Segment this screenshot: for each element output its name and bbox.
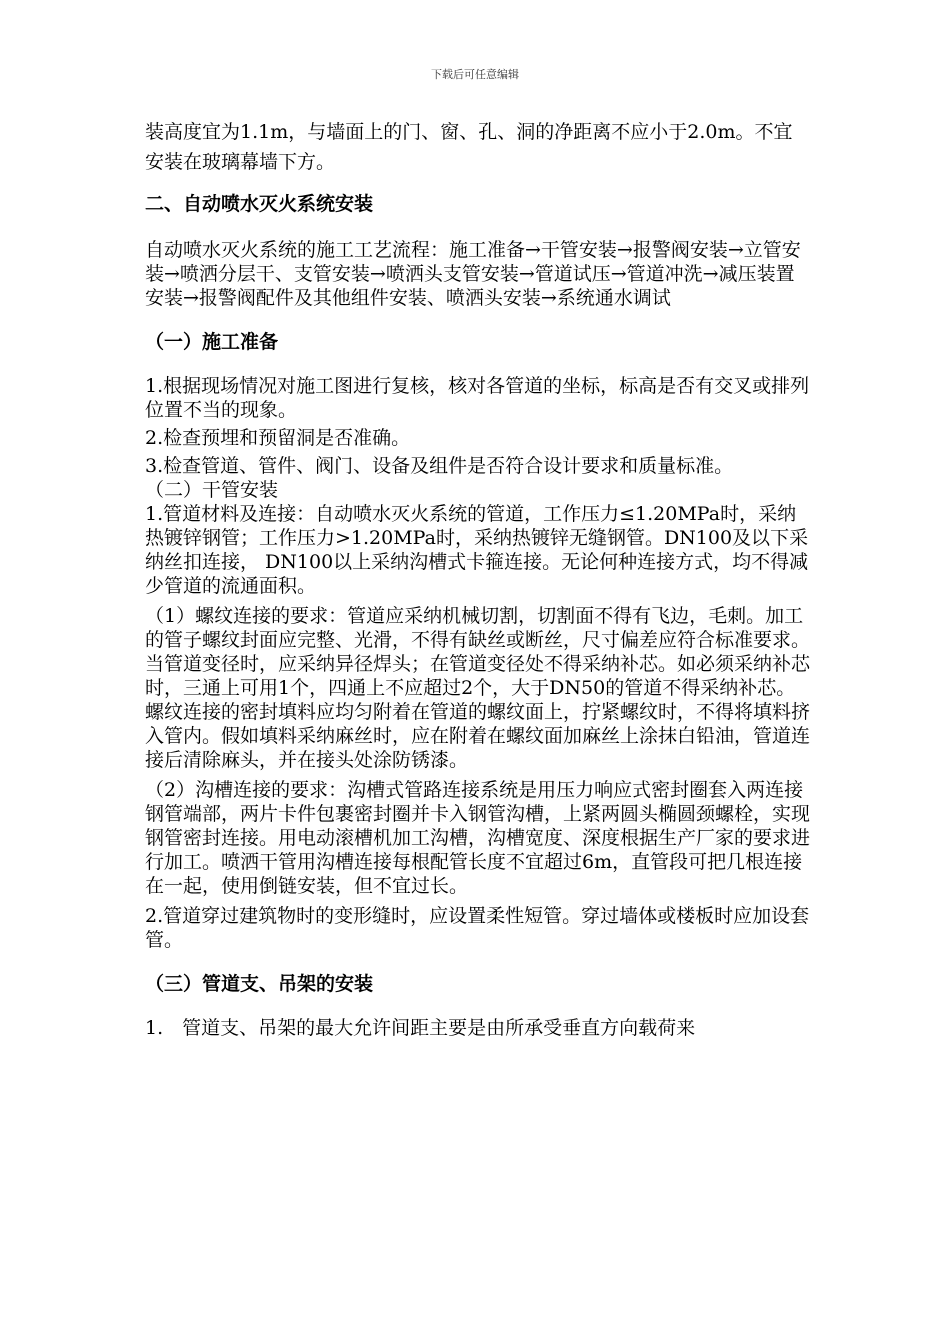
paragraph: 1.根据现场情况对施工图进行复核，核对各管道的坐标，标高是否有交叉或排列位置不当的现象。 xyxy=(145,375,810,421)
subsection-heading: （一）施工准备 xyxy=(145,331,279,353)
subsection-heading: （三）管道支、吊架的安装 xyxy=(145,973,374,995)
page-header: 下载后可任意编辑 xyxy=(431,68,519,81)
paragraph: 1.管道材料及连接：自动喷水灭火系统的管道，工作压力≤1.20MPa时，采纳热镀锌钢管；工作压力>1.20MPa时，采纳热镀锌无缝钢管。DN100及以下采纳丝扣连接， DN100以上采纳沟槽式卡箍连接。无论何种连接方式，均不得减少管道的流通面积。 xyxy=(145,503,809,597)
subsection-heading: （二）干管安装 xyxy=(145,479,279,501)
section-heading: 二、自动喷水灭火系统安装 xyxy=(145,193,374,215)
paragraph: （1）螺纹连接的要求：管道应采纳机械切割，切割面不得有飞边，毛刺。加工的管子螺纹封面应完整、光滑，不得有缺丝或断丝，尺寸偏差应符合标准要求。当管道变径时，应采纳异径焊头；在管道变径处不得采纳补芯。如必须采纳补芯时，三通上可用1个，四通上不应超过2个，大于DN50的管道不得采纳补芯。螺纹连接的密封填料应均匀附着在管道的螺纹面上，拧紧螺纹时，不得将填料挤入管内。假如填料采纳麻丝时，应在附着在螺纹面加麻丝上涂抹白铅油，管道连接后清除麻头，并在接头处涂防锈漆。 xyxy=(145,605,811,771)
paragraph: （2）沟槽连接的要求：沟槽式管路连接系统是用压力响应式密封圈套入两连接钢管端部，两片卡件包裹密封圈并卡入钢管沟槽，上紧两圆头椭圆颈螺栓，实现钢管密封连接。用电动滚槽机加工沟槽，沟槽宽度、深度根据生产厂家的要求进行加工。喷洒干管用沟槽连接每根配管长度不宜超过6m，直管段可把几根连接在一起，使用倒链安装，但不宜过长。 xyxy=(145,779,811,897)
paragraph: 1. 管道支、吊架的最大允许间距主要是由所承受垂直方向载荷来 xyxy=(145,1017,696,1039)
paragraph: 2.管道穿过建筑物时的变形缝时，应设置柔性短管。穿过墙体或楼板时应加设套管。 xyxy=(145,905,810,951)
document-body xyxy=(145,120,810,1040)
paragraph: 装高度宜为1.1m，与墙面上的门、窗、孔、洞的净距离不应小于2.0m。不宜 xyxy=(145,121,793,143)
paragraph: 3.检查管道、管件、阀门、设备及组件是否符合设计要求和质量标准。 xyxy=(145,455,734,477)
paragraph: 2.检查预埋和预留洞是否准确。 xyxy=(145,427,411,449)
paragraph: 自动喷水灭火系统的施工工艺流程：施工准备→干管安装→报警阀安装→立管安装→喷洒分层干、支管安装→喷洒头支管安装→管道试压→管道冲洗→减压装置安装→报警阀配件及其他组件安装、喷洒头安装→系统通水调试 xyxy=(145,239,801,309)
paragraph: 安装在玻璃幕墙下方。 xyxy=(145,151,336,173)
